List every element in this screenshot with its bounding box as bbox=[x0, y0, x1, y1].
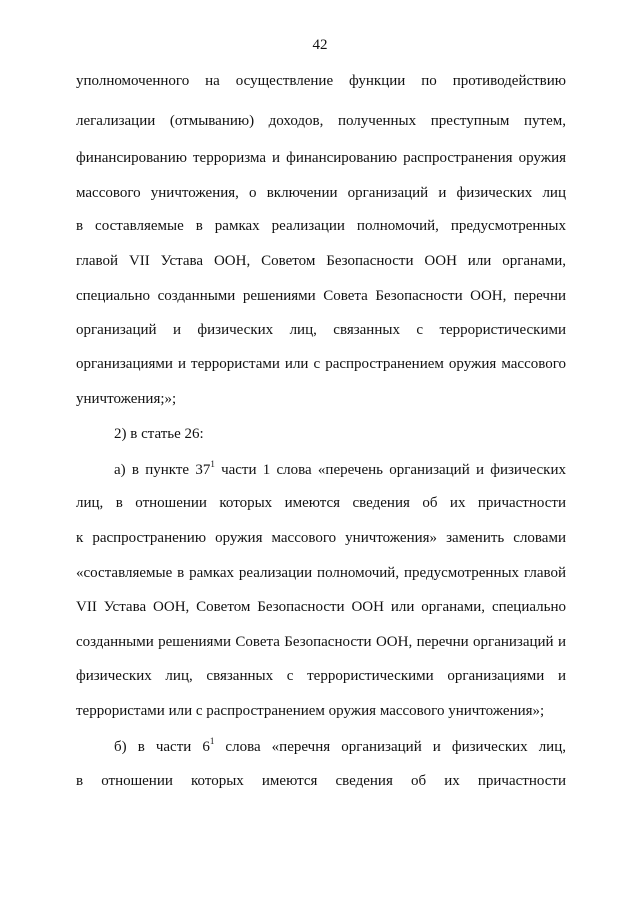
text-line: VII Устава ООН, Советом Безопасности ООН или органами, специально bbox=[76, 599, 566, 615]
text-line: а) в пункте $37^1$ части 1 слова «перечень организаций и физических bbox=[114, 459, 566, 478]
text-line: «составляемые в рамках реализации полномочий, предусмотренных главой bbox=[76, 565, 566, 581]
text-line: в отношении которых имеются сведения об их причастности bbox=[76, 773, 566, 789]
list-item-heading: 2) в статье 26: bbox=[114, 426, 204, 442]
text-line: уничтожения;»; bbox=[76, 391, 177, 407]
text-line: физических лиц, связанных с террористическими организациями и bbox=[76, 668, 566, 684]
text-line: в составляемые в рамках реализации полномочий, предусмотренных bbox=[76, 218, 566, 234]
text-line: организациями и террористами или с распространением оружия массового bbox=[76, 356, 566, 372]
text-line: террористами или с распространением оружия массового уничтожения»; bbox=[76, 703, 545, 719]
text-line: главой VII Устава ООН, Советом Безопасности ООН или органами, bbox=[76, 253, 566, 269]
page-number: 42 bbox=[312, 37, 328, 53]
text-line: организаций и физических лиц, связанных с террористическими bbox=[76, 322, 566, 338]
text-line: финансированию терроризма и финансированию распространения оружия bbox=[76, 150, 566, 166]
text-line: массового уничтожения, о включении организаций и физических лиц bbox=[76, 185, 566, 201]
text-line: специально созданными решениями Совета Безопасности ООН, перечни bbox=[76, 288, 566, 304]
text-line: уполномоченного на осуществление функции по противодействию bbox=[76, 73, 566, 89]
text-line: легализации (отмыванию) доходов, полученных преступным путем, bbox=[76, 113, 566, 129]
text-line: созданными решениями Совета Безопасности ООН, перечни организаций и bbox=[76, 634, 566, 650]
text-line: б) в части $6^1$ слова «перечня организаций и физических лиц, bbox=[114, 736, 566, 755]
text-line: к распространению оружия массового уничтожения» заменить словами bbox=[76, 530, 566, 546]
text-line: лиц, в отношении которых имеются сведения об их причастности bbox=[76, 495, 566, 511]
